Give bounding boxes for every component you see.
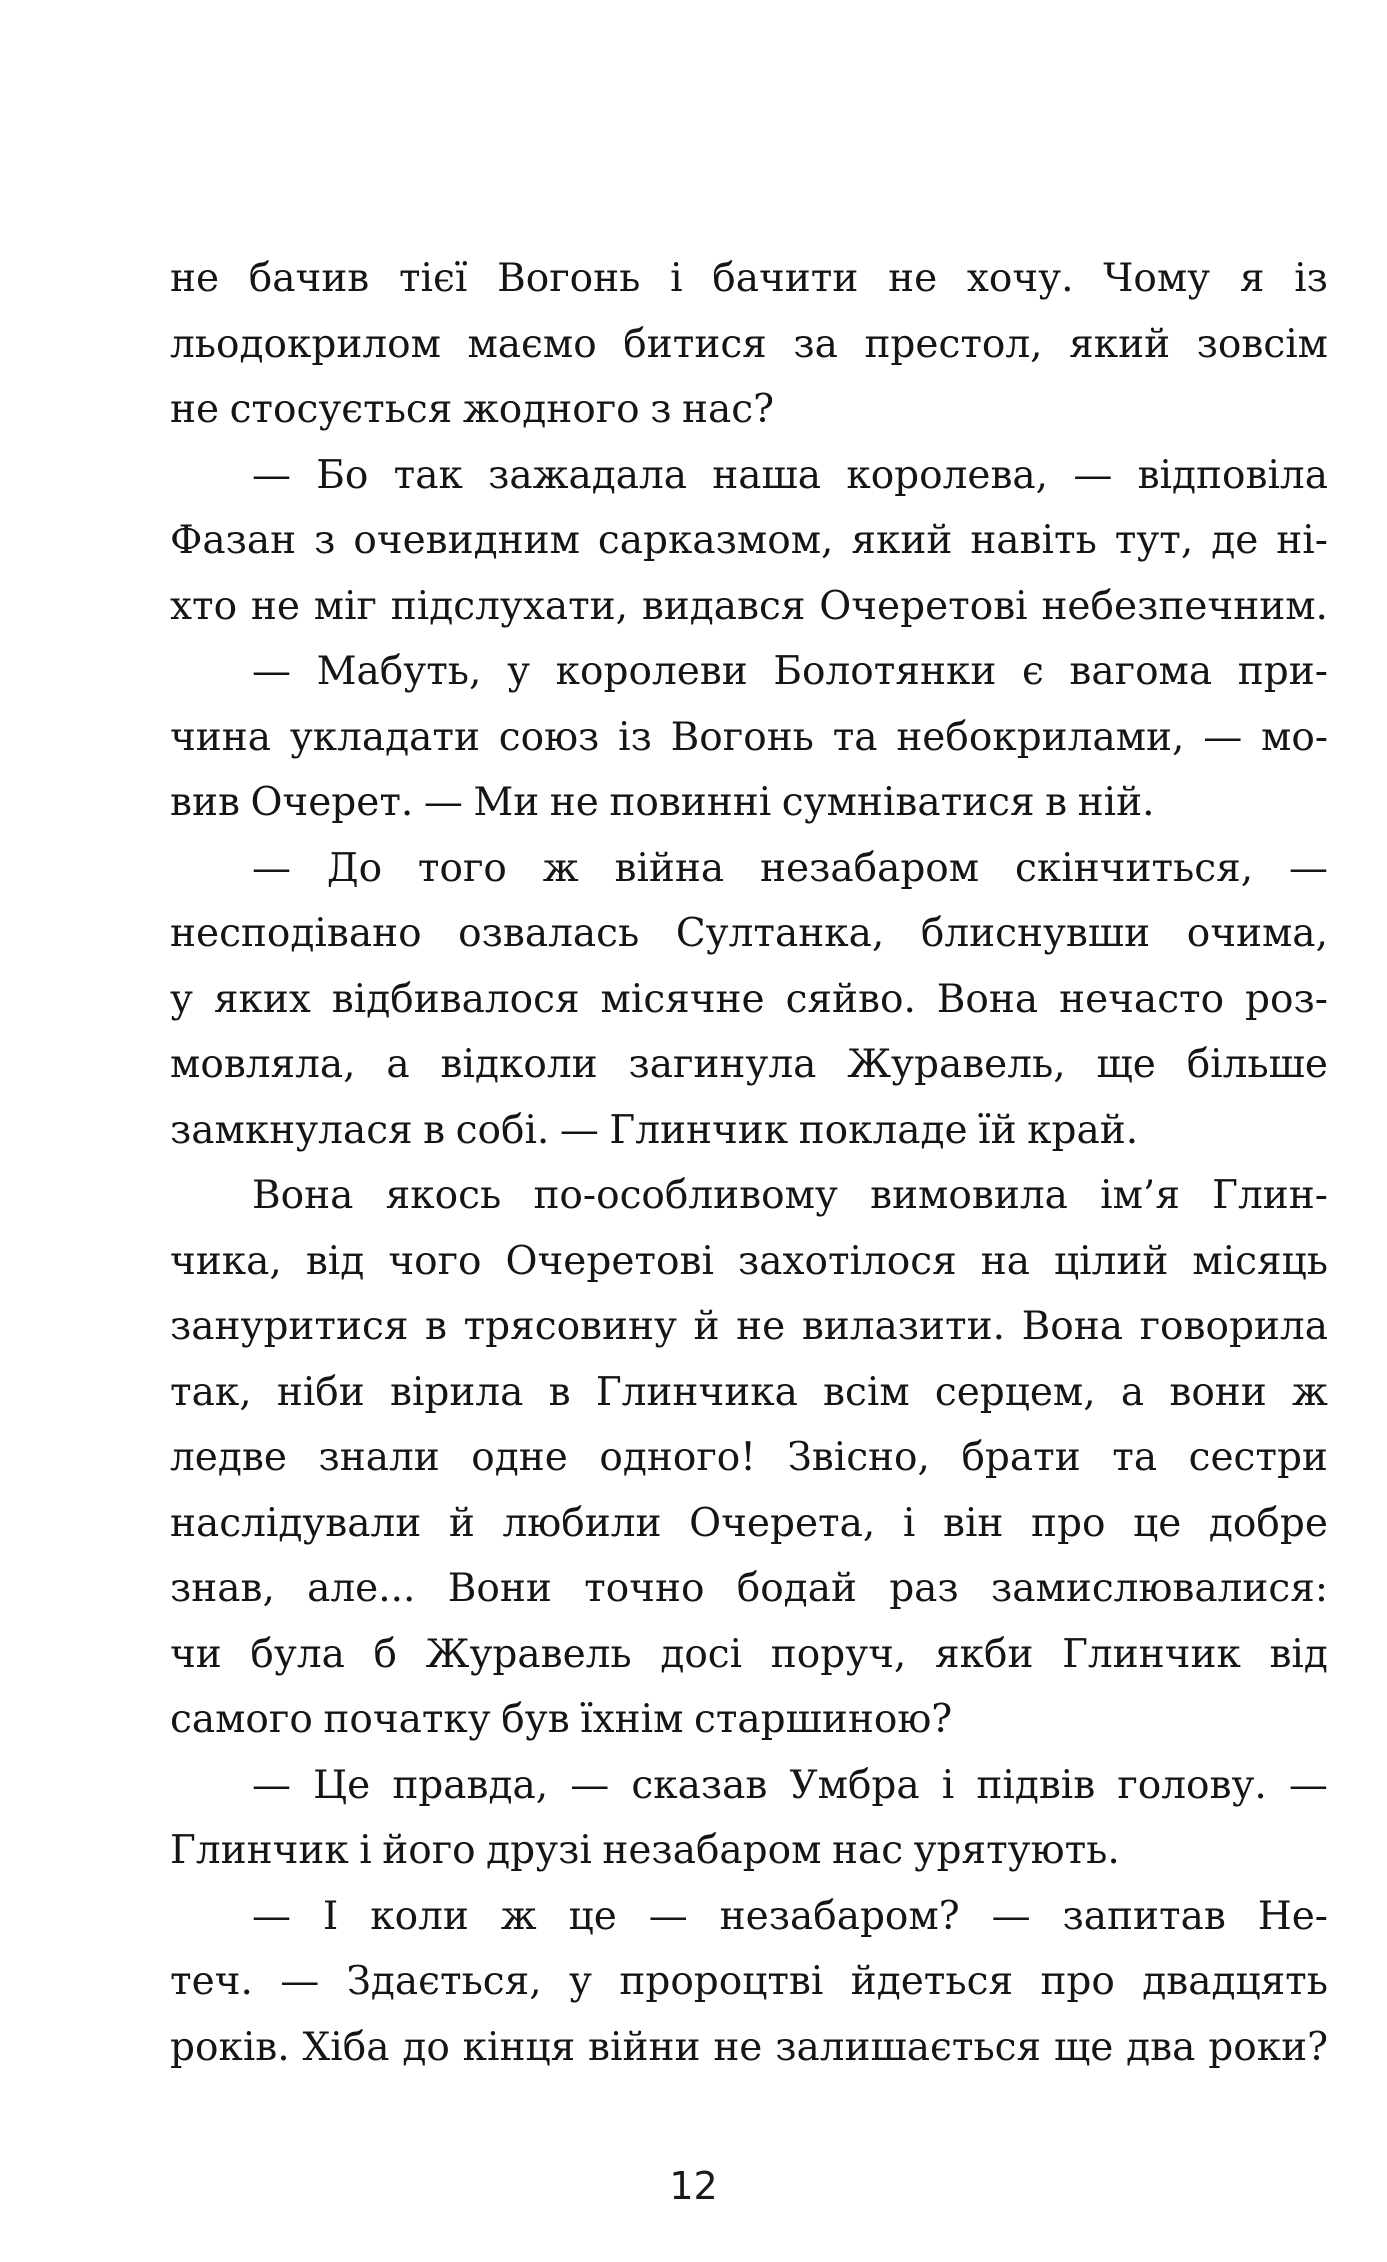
text-line: несподівано озвалась Султанка, блиснувши очима, [170,911,1328,956]
text-line: — Мабуть, у королеви Болотянки є вагома при- [252,649,1328,694]
text-line: самого початку був їхнім старшиною? [170,1697,953,1742]
text-line: мовляла, а відколи загинула Журавель, ще більше [170,1042,1328,1087]
text-line: у яких відбивалося місячне сяйво. Вона нечасто роз- [170,976,1328,1022]
text-line: чика, від чого Очеретові захотілося на цілий місяць [170,1238,1328,1284]
text-line: Вона якось по-особливому вимовила ім’я Глин- [252,1173,1328,1218]
text-line: — І коли ж це — незабаром? — запитав Не- [252,1893,1328,1939]
text-line: Глинчик і його друзі незабаром нас урятують. [170,1828,1120,1873]
text-line: ледве знали одне одного! Звісно, брати та сестри [170,1435,1328,1480]
text-line: — Бо так зажадала наша королева, — відповіла [252,452,1328,498]
text-line: замкнулася в собі. — Глинчик покладе їй край. [170,1107,1139,1153]
text-line: — До того ж війна незабаром скінчиться, — [252,845,1328,891]
text-line: — Це правда, — сказав Умбра і підвів голову. — [252,1762,1328,1808]
text-line: не бачив тієї Вогонь і бачити не хочу. Чому я із [170,256,1328,301]
text-line: років. Хіба до кінця війни не залишається ще два роки? [170,2024,1328,2070]
text-line: зануритися в трясовину й не вилазити. Вона говорила [170,1304,1328,1349]
text-line: льодокрилом маємо битися за престол, який зовсім [170,321,1328,367]
text-line: чина укладати союз із Вогонь та небокрилами, — мо- [170,714,1328,760]
body-text [170,246,1328,2080]
text-line: наслідували й любили Очерета, і він про це добре [170,1500,1328,1546]
text-line: чи була б Журавель досі поруч, якби Глинчик від [170,1631,1328,1677]
text-line: так, ніби вірила в Глинчика всім серцем, а вони ж [170,1369,1328,1415]
text-line: не стосується жодного з нас? [170,387,774,432]
text-line: теч. — Здається, у пророцтві йдеться про двадцять [170,1959,1328,2004]
page-number: 12 [669,2164,718,2208]
text-line: знав, але... Вони точно бодай раз замислювалися: [170,1566,1328,1611]
text-line: вив Очерет. — Ми не повинні сумніватися в ній. [170,780,1155,825]
text-line: Фазан з очевидним сарказмом, який навіть тут, де ні- [170,518,1328,563]
text-line: хто не міг підслухати, видався Очеретові небезпечним. [170,583,1328,629]
